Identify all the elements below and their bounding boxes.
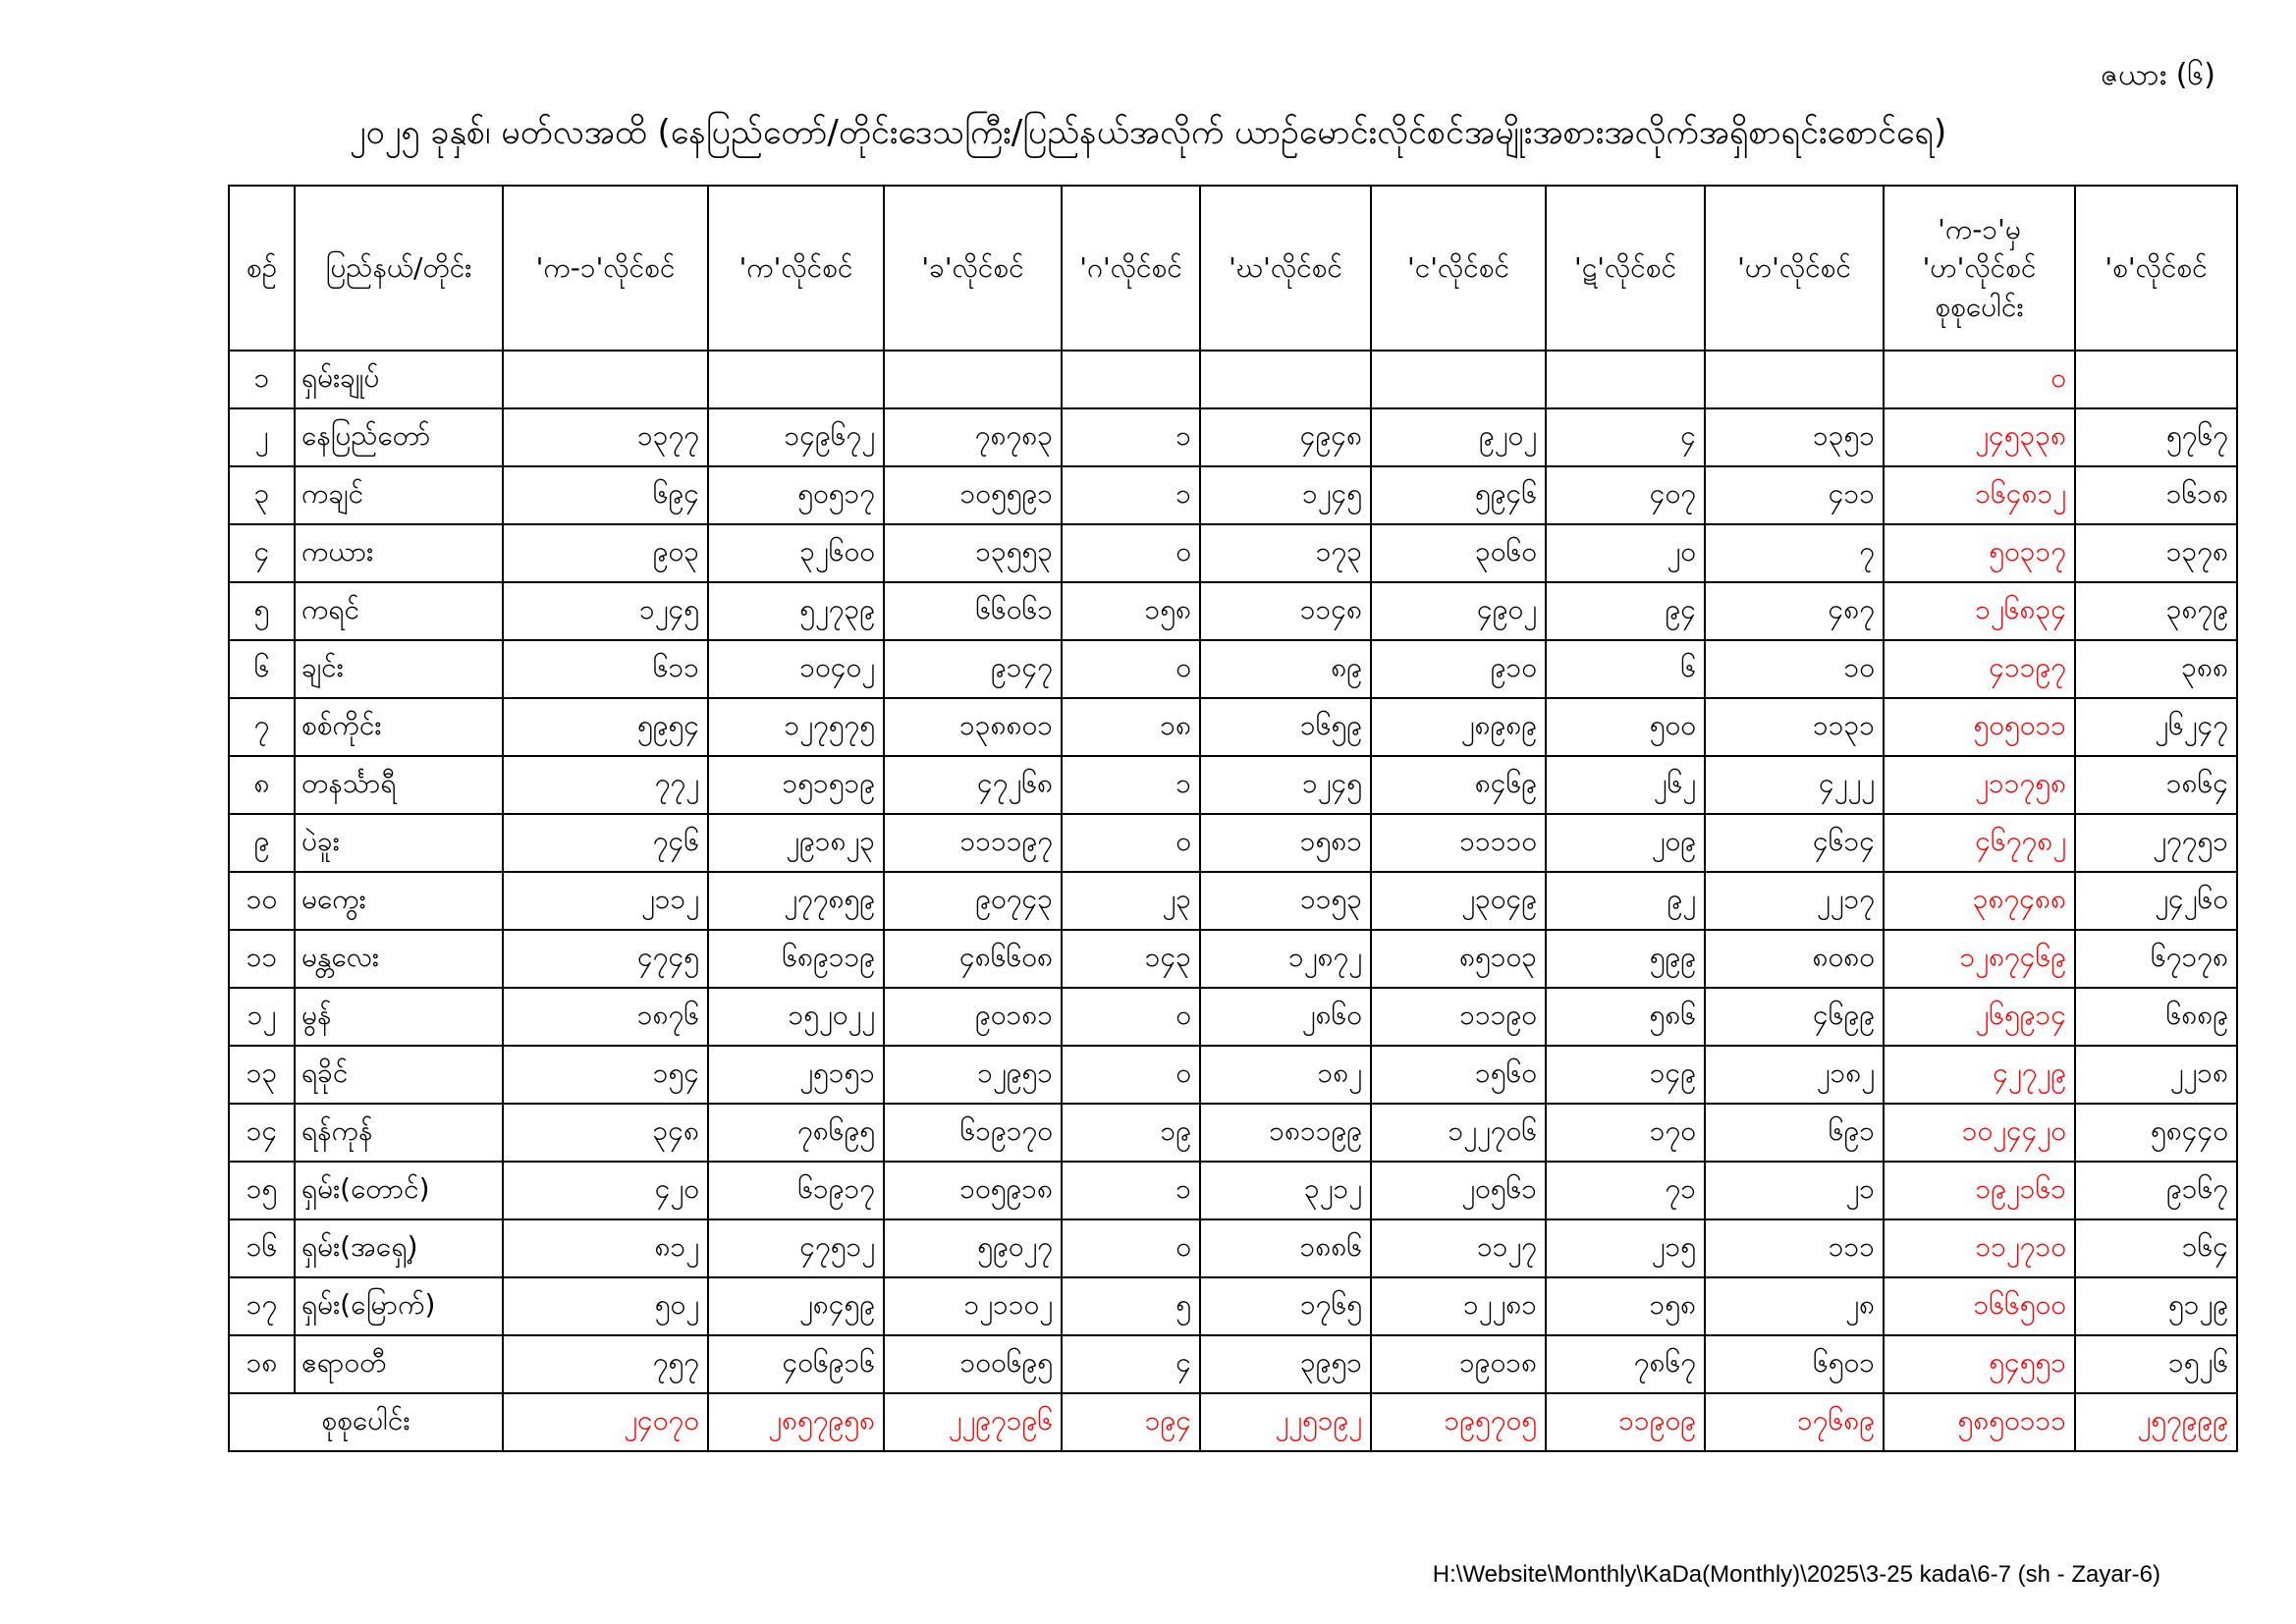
value-cell: ၄၈၆၆၀၈ bbox=[884, 930, 1062, 988]
value-cell: ၂၂၁၇ bbox=[1705, 872, 1884, 930]
row-total-cell: ၄၁၁၉၇ bbox=[1884, 640, 2075, 698]
table-row bbox=[229, 698, 2237, 756]
footer-file-path: H:\Website\Monthly\KaDa(Monthly)\2025\3-25 kada\6-7 (sh - Zayar-6) bbox=[1432, 1561, 2160, 1588]
region-name-cell: ကယား bbox=[295, 524, 503, 582]
value-cell: ၁၅၆၀ bbox=[1371, 1046, 1546, 1104]
value-cell: ၁၂၂၇၀၆ bbox=[1371, 1104, 1546, 1162]
value-cell bbox=[1705, 351, 1884, 408]
value-cell: ၂၁ bbox=[1705, 1162, 1884, 1219]
table-row bbox=[229, 1277, 2237, 1335]
value-cell: ၁ bbox=[1062, 466, 1200, 524]
value-cell: ၅၇၆၇ bbox=[2075, 408, 2237, 466]
value-cell: ၁၄၃ bbox=[1062, 930, 1200, 988]
value-cell: ၇၄၆ bbox=[503, 814, 708, 872]
value-cell: ၁၇၆၅ bbox=[1200, 1277, 1371, 1335]
row-total-cell: ၁၉၂၁၆၁ bbox=[1884, 1162, 2075, 1219]
row-total-cell: ၁၁၂၇၁၀ bbox=[1884, 1219, 2075, 1277]
value-cell: ၁၀ bbox=[1705, 640, 1884, 698]
value-cell: ၁၉ bbox=[1062, 1104, 1200, 1162]
row-total-cell: ၁၆၆၅၀၀ bbox=[1884, 1277, 2075, 1335]
value-cell: ၄ bbox=[1546, 408, 1705, 466]
value-cell: ၁၁၁ bbox=[1705, 1219, 1884, 1277]
value-cell: ၁၃၈၈၀၁ bbox=[884, 698, 1062, 756]
region-name-cell: ရှမ်းချုပ် bbox=[295, 351, 503, 408]
header-cell: 'က-၁'လိုင်စင် bbox=[503, 186, 708, 351]
value-cell: ၁၅၂၆ bbox=[2075, 1335, 2237, 1393]
value-cell: ၉၄ bbox=[1546, 582, 1705, 640]
value-cell: ၂၈ bbox=[1705, 1277, 1884, 1335]
table-row bbox=[229, 1219, 2237, 1277]
table-row bbox=[229, 408, 2237, 466]
value-cell: ၇၅၇ bbox=[503, 1335, 708, 1393]
value-cell: ၁၅၂၀၂၂ bbox=[708, 988, 884, 1046]
value-cell: ၅၈၄၄၀ bbox=[2075, 1104, 2237, 1162]
header-cell: 'က'လိုင်စင် bbox=[708, 186, 884, 351]
value-cell: ၈၅၁၀၃ bbox=[1371, 930, 1546, 988]
total-cell: ၁၁၉၀၉ bbox=[1546, 1393, 1705, 1451]
header-cell: 'ဋ'လိုင်စင် bbox=[1546, 186, 1705, 351]
value-cell: ၃၂၁၂ bbox=[1200, 1162, 1371, 1219]
value-cell: ၄၇၅၁၂ bbox=[708, 1219, 884, 1277]
serial-cell: ၁၆ bbox=[229, 1219, 295, 1277]
value-cell: ၅၀၅၁၇ bbox=[708, 466, 884, 524]
value-cell: ၁၇၀ bbox=[1546, 1104, 1705, 1162]
value-cell: ၁၈၈၆ bbox=[1200, 1219, 1371, 1277]
serial-cell: ၁၂ bbox=[229, 988, 295, 1046]
table-row bbox=[229, 524, 2237, 582]
value-cell bbox=[1200, 351, 1371, 408]
value-cell: ၃၈၈ bbox=[2075, 640, 2237, 698]
value-cell: ၂၉၁၈၂၃ bbox=[708, 814, 884, 872]
serial-cell: ၈ bbox=[229, 756, 295, 814]
region-name-cell: ရှမ်း(တောင်) bbox=[295, 1162, 503, 1219]
value-cell bbox=[708, 351, 884, 408]
value-cell: ၁၁၂၇ bbox=[1371, 1219, 1546, 1277]
value-cell: ၆၁၁ bbox=[503, 640, 708, 698]
region-name-cell: ရှမ်း(မြောက်) bbox=[295, 1277, 503, 1335]
value-cell: ၁၅၄ bbox=[503, 1046, 708, 1104]
header-cell: 'က-၁'မှ 'ဟ'လိုင်စင် စုစုပေါင်း bbox=[1884, 186, 2075, 351]
value-cell: ၁၀၀၆၉၅ bbox=[884, 1335, 1062, 1393]
header-cell: 'စ'လိုင်စင် bbox=[2075, 186, 2237, 351]
value-cell: ၆၇၁၇၈ bbox=[2075, 930, 2237, 988]
value-cell: ၃၂၆၀၀ bbox=[708, 524, 884, 582]
row-total-cell: ၄၆၇၇၈၂ bbox=[1884, 814, 2075, 872]
table-body bbox=[229, 351, 2237, 1393]
value-cell: ၁၁၁၉၀ bbox=[1371, 988, 1546, 1046]
value-cell: ၉၁၄၇ bbox=[884, 640, 1062, 698]
serial-cell: ၆ bbox=[229, 640, 295, 698]
value-cell bbox=[1546, 351, 1705, 408]
value-cell: ၀ bbox=[1062, 524, 1200, 582]
value-cell: ၁၂၁၁၀၂ bbox=[884, 1277, 1062, 1335]
region-name-cell: ကချင် bbox=[295, 466, 503, 524]
serial-cell: ၁ bbox=[229, 351, 295, 408]
value-cell: ၀ bbox=[1062, 1219, 1200, 1277]
value-cell: ၂၇၇၈၅၉ bbox=[708, 872, 884, 930]
value-cell: ၇၈၆၇ bbox=[1546, 1335, 1705, 1393]
serial-cell: ၄ bbox=[229, 524, 295, 582]
total-cell: ၅၈၅၀၁၁၁ bbox=[1884, 1393, 2075, 1451]
value-cell: ၀ bbox=[1062, 1046, 1200, 1104]
value-cell: ၁၃၇၇ bbox=[503, 408, 708, 466]
value-cell: ၂၄၂၆၀ bbox=[2075, 872, 2237, 930]
value-cell: ၅၉၅၄ bbox=[503, 698, 708, 756]
table-row bbox=[229, 930, 2237, 988]
value-cell: ၄၇၂၆၈ bbox=[884, 756, 1062, 814]
value-cell: ၂၆၂ bbox=[1546, 756, 1705, 814]
value-cell: ၁၈၆၄ bbox=[2075, 756, 2237, 814]
serial-cell: ၁၈ bbox=[229, 1335, 295, 1393]
total-cell: ၁၇၆၈၉ bbox=[1705, 1393, 1884, 1451]
value-cell: ၁၁၃၁ bbox=[1705, 698, 1884, 756]
table-row bbox=[229, 640, 2237, 698]
value-cell: ၂၈၉၈၉ bbox=[1371, 698, 1546, 756]
value-cell: ၁၆၁၈ bbox=[2075, 466, 2237, 524]
value-cell: ၆၆၀၆၁ bbox=[884, 582, 1062, 640]
value-cell: ၃၄၈ bbox=[503, 1104, 708, 1162]
row-total-cell: ၁၀၂၄၄၂၀ bbox=[1884, 1104, 2075, 1162]
value-cell: ၆၁၉၁၇၀ bbox=[884, 1104, 1062, 1162]
total-cell: ၂၂၅၁၉၂ bbox=[1200, 1393, 1371, 1451]
header-cell: စဉ် bbox=[229, 186, 295, 351]
serial-cell: ၁၁ bbox=[229, 930, 295, 988]
value-cell: ၄၇၄၅ bbox=[503, 930, 708, 988]
serial-cell: ၉ bbox=[229, 814, 295, 872]
value-cell: ၂၅၁၅၁ bbox=[708, 1046, 884, 1104]
value-cell: ၂၀၅၆၁ bbox=[1371, 1162, 1546, 1219]
value-cell: ၅၁၂၉ bbox=[2075, 1277, 2237, 1335]
value-cell: ၂၈၆၀ bbox=[1200, 988, 1371, 1046]
region-name-cell: ရခိုင် bbox=[295, 1046, 503, 1104]
value-cell: ၄၁၁ bbox=[1705, 466, 1884, 524]
value-cell: ၁၀၄၀၂ bbox=[708, 640, 884, 698]
value-cell: ၁၂၈၇၂ bbox=[1200, 930, 1371, 988]
value-cell: ၂၁၅ bbox=[1546, 1219, 1705, 1277]
region-name-cell: ကရင် bbox=[295, 582, 503, 640]
total-row bbox=[229, 1393, 2237, 1451]
row-total-cell: ၀ bbox=[1884, 351, 2075, 408]
serial-cell: ၁၀ bbox=[229, 872, 295, 930]
value-cell: ၆၁၉၁၇ bbox=[708, 1162, 884, 1219]
value-cell: ၁၂၄၅ bbox=[1200, 466, 1371, 524]
total-cell: ၁၉၅၇၀၅ bbox=[1371, 1393, 1546, 1451]
value-cell: ၀ bbox=[1062, 814, 1200, 872]
value-cell: ၄၀၇ bbox=[1546, 466, 1705, 524]
value-cell: ၀ bbox=[1062, 988, 1200, 1046]
value-cell: ၅၀၀ bbox=[1546, 698, 1705, 756]
value-cell: ၂၈၄၅၉ bbox=[708, 1277, 884, 1335]
total-cell: ၂၈၅၇၉၅၈ bbox=[708, 1393, 884, 1451]
row-total-cell: ၅၀၅၀၁၁ bbox=[1884, 698, 2075, 756]
region-name-cell: မန္တလေး bbox=[295, 930, 503, 988]
value-cell: ၄၆၁၄ bbox=[1705, 814, 1884, 872]
value-cell: ၄၉၀၂ bbox=[1371, 582, 1546, 640]
value-cell bbox=[2075, 351, 2237, 408]
value-cell: ၉၂ bbox=[1546, 872, 1705, 930]
value-cell: ၂၀ bbox=[1546, 524, 1705, 582]
value-cell bbox=[1371, 351, 1546, 408]
value-cell: ၂၇၇၅၁ bbox=[2075, 814, 2237, 872]
table-row bbox=[229, 1046, 2237, 1104]
table-row bbox=[229, 582, 2237, 640]
value-cell: ၄၈၇ bbox=[1705, 582, 1884, 640]
value-cell: ၄၆၉၉ bbox=[1705, 988, 1884, 1046]
table-row bbox=[229, 872, 2237, 930]
header-cell: 'ဃ'လိုင်စင် bbox=[1200, 186, 1371, 351]
region-name-cell: နေပြည်တော် bbox=[295, 408, 503, 466]
table-row bbox=[229, 351, 2237, 408]
value-cell: ၇၈၆၉၅ bbox=[708, 1104, 884, 1162]
value-cell: ၁၈၇၆ bbox=[503, 988, 708, 1046]
value-cell: ၁၁၄၈ bbox=[1200, 582, 1371, 640]
row-total-cell: ၅၄၅၅၁ bbox=[1884, 1335, 2075, 1393]
row-total-cell: ၂၄၅၃၃၈ bbox=[1884, 408, 2075, 466]
row-total-cell: ၁၆၄၈၁၂ bbox=[1884, 466, 2075, 524]
value-cell: ၅၉၄၆ bbox=[1371, 466, 1546, 524]
region-name-cell: ရှမ်း(အရှေ့) bbox=[295, 1219, 503, 1277]
table-row bbox=[229, 756, 2237, 814]
value-cell: ၆၅၀၁ bbox=[1705, 1335, 1884, 1393]
value-cell: ၆၉၄ bbox=[503, 466, 708, 524]
value-cell: ၂၁၁၂ bbox=[503, 872, 708, 930]
header-row bbox=[229, 186, 2237, 351]
value-cell: ၈၄၆၉ bbox=[1371, 756, 1546, 814]
serial-cell: ၁၄ bbox=[229, 1104, 295, 1162]
value-cell: ၉၂၀၂ bbox=[1371, 408, 1546, 466]
region-name-cell: စစ်ကိုင်း bbox=[295, 698, 503, 756]
value-cell: ၁၀၅၅၉၁ bbox=[884, 466, 1062, 524]
row-total-cell: ၅၀၃၁၇ bbox=[1884, 524, 2075, 582]
value-cell: ၃၉၅၁ bbox=[1200, 1335, 1371, 1393]
value-cell: ၉၁၀ bbox=[1371, 640, 1546, 698]
value-cell: ၁၈ bbox=[1062, 698, 1200, 756]
region-name-cell: ပဲခူး bbox=[295, 814, 503, 872]
row-total-cell: ၂၁၁၇၅၈ bbox=[1884, 756, 2075, 814]
header-cell: 'ဟ'လိုင်စင် bbox=[1705, 186, 1884, 351]
value-cell: ၁၃၅၁ bbox=[1705, 408, 1884, 466]
value-cell: ၉၀၃ bbox=[503, 524, 708, 582]
value-cell: ၁၉၀၁၈ bbox=[1371, 1335, 1546, 1393]
table-row bbox=[229, 814, 2237, 872]
value-cell: ၉၁၆၇ bbox=[2075, 1162, 2237, 1219]
serial-cell: ၁၅ bbox=[229, 1162, 295, 1219]
license-table bbox=[228, 185, 2238, 1452]
region-name-cell: ဧရာဝတီ bbox=[295, 1335, 503, 1393]
table-row bbox=[229, 1162, 2237, 1219]
value-cell: ၁၆၅၉ bbox=[1200, 698, 1371, 756]
value-cell bbox=[503, 351, 708, 408]
value-cell: ၁၃၅၅၃ bbox=[884, 524, 1062, 582]
serial-cell: ၃ bbox=[229, 466, 295, 524]
total-cell: ၁၉၄ bbox=[1062, 1393, 1200, 1451]
value-cell: ၃၈၇၉ bbox=[2075, 582, 2237, 640]
value-cell: ၁၅၁၅၁၉ bbox=[708, 756, 884, 814]
value-cell: ၁၁၁၁၉၇ bbox=[884, 814, 1062, 872]
value-cell: ၂၃၀၄၉ bbox=[1371, 872, 1546, 930]
value-cell: ၄၀၆၉၁၆ bbox=[708, 1335, 884, 1393]
value-cell: ၁၀၅၉၁၈ bbox=[884, 1162, 1062, 1219]
value-cell: ၁၅၈၁ bbox=[1200, 814, 1371, 872]
row-total-cell: ၄၂၇၂၉ bbox=[1884, 1046, 2075, 1104]
region-name-cell: မကွေး bbox=[295, 872, 503, 930]
value-cell: ၁၇၃ bbox=[1200, 524, 1371, 582]
value-cell: ၁၄၉ bbox=[1546, 1046, 1705, 1104]
value-cell: ၅၈၆ bbox=[1546, 988, 1705, 1046]
value-cell: ၅ bbox=[1062, 1277, 1200, 1335]
value-cell: ၁၄၉၆၇၂ bbox=[708, 408, 884, 466]
value-cell: ၁၅၈ bbox=[1546, 1277, 1705, 1335]
value-cell: ၅၉၉ bbox=[1546, 930, 1705, 988]
value-cell bbox=[1062, 351, 1200, 408]
value-cell: ၄ bbox=[1062, 1335, 1200, 1393]
region-name-cell: မွန် bbox=[295, 988, 503, 1046]
table-row bbox=[229, 466, 2237, 524]
value-cell: ၄၂၂၂ bbox=[1705, 756, 1884, 814]
row-total-cell: ၁၂၆၈၃၄ bbox=[1884, 582, 2075, 640]
value-cell: ၆၈၉၁၁၉ bbox=[708, 930, 884, 988]
value-cell: ၁၂၂၈၁ bbox=[1371, 1277, 1546, 1335]
value-cell: ၂၁၈၂ bbox=[1705, 1046, 1884, 1104]
serial-cell: ၅ bbox=[229, 582, 295, 640]
value-cell: ၈၉ bbox=[1200, 640, 1371, 698]
region-name-cell: တနင်္သာရီ bbox=[295, 756, 503, 814]
page-title: ၂၀၂၅ ခုနှစ်၊ မတ်လအထိ (နေပြည်တော်/တိုင်းဒေသကြီး/ပြည်နယ်အလိုက် ယာဉ်မောင်းလိုင်စင်အမျိုးအစားအလိုက်အရှိစာရင်းစောင်ရေ) bbox=[349, 113, 1947, 152]
value-cell: ၂၂၁၈ bbox=[2075, 1046, 2237, 1104]
row-total-cell: ၃၈၇၄၈၈ bbox=[1884, 872, 2075, 930]
header-cell: 'ခ'လိုင်စင် bbox=[884, 186, 1062, 351]
value-cell: ၉၀၇၄၃ bbox=[884, 872, 1062, 930]
header-cell: 'ဂ'လိုင်စင် bbox=[1062, 186, 1200, 351]
row-total-cell: ၂၆၅၉၁၄ bbox=[1884, 988, 2075, 1046]
value-cell: ၇၈၇၈၃ bbox=[884, 408, 1062, 466]
value-cell: ၁၅၈ bbox=[1062, 582, 1200, 640]
serial-cell: ၁၃ bbox=[229, 1046, 295, 1104]
value-cell: ၆၈၈၉ bbox=[2075, 988, 2237, 1046]
value-cell: ၁၂၉၅၁ bbox=[884, 1046, 1062, 1104]
table-row bbox=[229, 988, 2237, 1046]
table-row bbox=[229, 1104, 2237, 1162]
region-name-cell: ရန်ကုန် bbox=[295, 1104, 503, 1162]
total-cell: ၂၂၉၇၁၉၆ bbox=[884, 1393, 1062, 1451]
value-cell: ၁ bbox=[1062, 1162, 1200, 1219]
table-row bbox=[229, 1335, 2237, 1393]
page-label: ဇယား (၆) bbox=[2101, 58, 2215, 92]
value-cell: ၈၁၂ bbox=[503, 1219, 708, 1277]
value-cell: ၁၂၄၅ bbox=[503, 582, 708, 640]
value-cell bbox=[884, 351, 1062, 408]
value-cell: ၁၁၁၁၀ bbox=[1371, 814, 1546, 872]
value-cell: ၄၉၄၈ bbox=[1200, 408, 1371, 466]
region-name-cell: ချင်း bbox=[295, 640, 503, 698]
serial-cell: ၂ bbox=[229, 408, 295, 466]
value-cell: ၅၀၂ bbox=[503, 1277, 708, 1335]
value-cell: ၁ bbox=[1062, 408, 1200, 466]
header-cell: ပြည်နယ်/တိုင်း bbox=[295, 186, 503, 351]
value-cell: ၆၉၁ bbox=[1705, 1104, 1884, 1162]
value-cell: ၆ bbox=[1546, 640, 1705, 698]
value-cell: ၁၁၅၃ bbox=[1200, 872, 1371, 930]
value-cell: ၉၀၁၈၁ bbox=[884, 988, 1062, 1046]
serial-cell: ၁၇ bbox=[229, 1277, 295, 1335]
value-cell: ၁၃၇၈ bbox=[2075, 524, 2237, 582]
value-cell: ၇၇၂ bbox=[503, 756, 708, 814]
value-cell: ၃၀၆၀ bbox=[1371, 524, 1546, 582]
serial-cell: ၇ bbox=[229, 698, 295, 756]
total-cell: ၂၅၇၉၉၉ bbox=[2075, 1393, 2237, 1451]
value-cell: ၅၉၀၂၇ bbox=[884, 1219, 1062, 1277]
value-cell: ၅၂၇၃၉ bbox=[708, 582, 884, 640]
value-cell: ၂၃ bbox=[1062, 872, 1200, 930]
value-cell: ၁၂၄၅ bbox=[1200, 756, 1371, 814]
total-cell: ၂၄၀၇၀ bbox=[503, 1393, 708, 1451]
value-cell: ၈၀၈၀ bbox=[1705, 930, 1884, 988]
value-cell: ၁၈၂ bbox=[1200, 1046, 1371, 1104]
header-cell: 'င'လိုင်စင် bbox=[1371, 186, 1546, 351]
value-cell: ၁၂၇၅၇၅ bbox=[708, 698, 884, 756]
value-cell: ၄၂၀ bbox=[503, 1162, 708, 1219]
value-cell: ၇ bbox=[1705, 524, 1884, 582]
value-cell: ၂၀၉ bbox=[1546, 814, 1705, 872]
value-cell: ၁၆၄ bbox=[2075, 1219, 2237, 1277]
value-cell: ၂၆၂၄၇ bbox=[2075, 698, 2237, 756]
total-label: စုစုပေါင်း bbox=[229, 1393, 503, 1451]
value-cell: ၇၁ bbox=[1546, 1162, 1705, 1219]
row-total-cell: ၁၂၈၇၄၆၉ bbox=[1884, 930, 2075, 988]
value-cell: ၁၈၁၁၉၉ bbox=[1200, 1104, 1371, 1162]
value-cell: ၁ bbox=[1062, 756, 1200, 814]
value-cell: ၀ bbox=[1062, 640, 1200, 698]
